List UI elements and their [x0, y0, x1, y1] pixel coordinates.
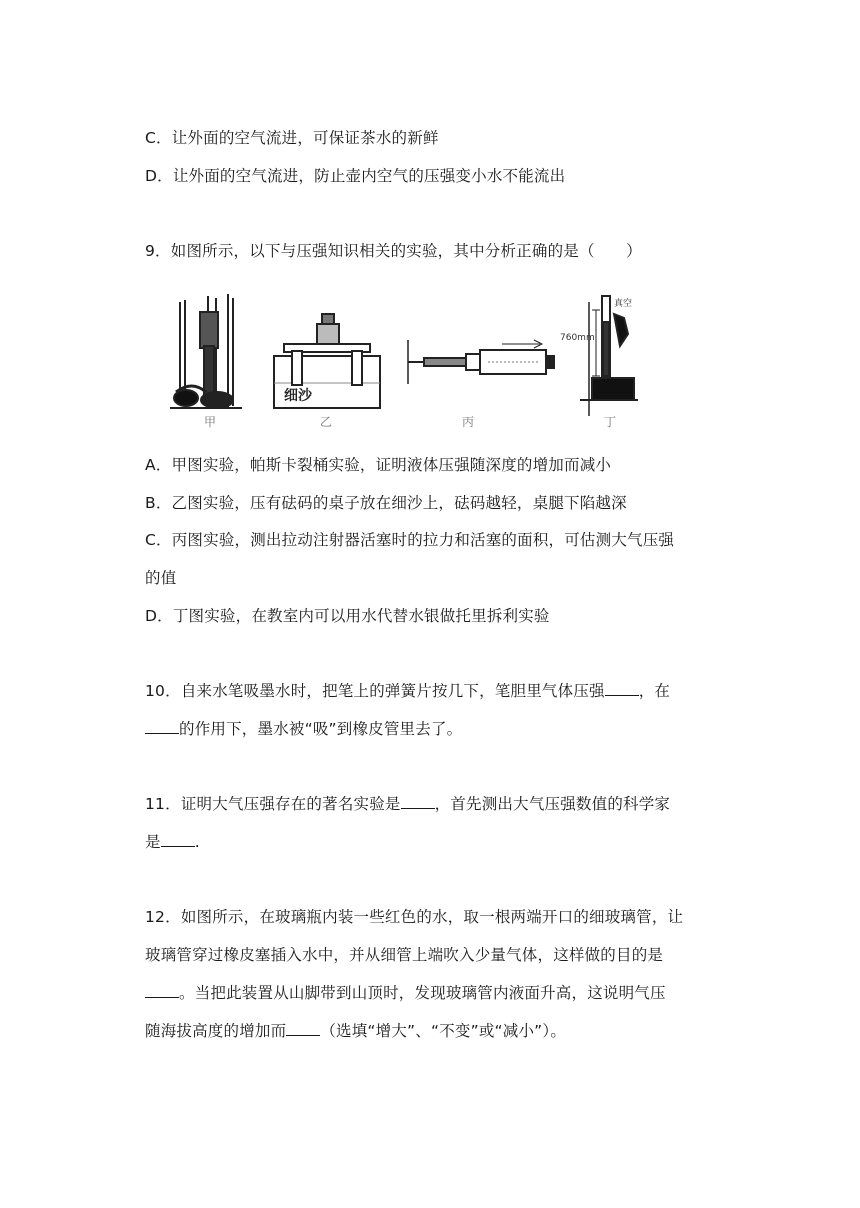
q9-stem: 9．如图所示，以下与压强知识相关的实验，其中分析正确的是（ ）: [145, 242, 642, 260]
q9-option-c-line1: C．丙图实验，测出拉动注射器活塞时的拉力和活塞的面积，可估测大气压强: [145, 531, 675, 549]
q9-figure-svg: [162, 288, 662, 428]
caption-yi: 乙: [320, 415, 333, 428]
label-vacuum: 真空: [614, 299, 633, 309]
q12-blank-1[interactable]: [145, 982, 179, 999]
figure-bing-syringe: [408, 340, 554, 384]
q10-blank-2[interactable]: [145, 718, 179, 735]
q11-text-d: .: [194, 833, 200, 851]
q12-line2: 玻璃管穿过橡皮塞插入水中，并从细管上端吹入少量气体，这样做的目的是: [145, 946, 664, 964]
q11-text-a: 11．证明大气压强存在的著名实验是: [145, 795, 401, 813]
q12-text-b: 。当把此装置从山脚带到山顶时，发现玻璃管内液面升高，这说明气压: [179, 984, 666, 1002]
q9-option-d: D．丁图实验，在教室内可以用水代替水银做托里拆利实验: [145, 607, 550, 625]
q9-figure: [162, 288, 662, 428]
q9-option-b: B．乙图实验，压有砝码的桌子放在细沙上，砝码越轻，桌腿下陷越深: [145, 494, 627, 512]
q12-line1: 12．如图所示，在玻璃瓶内装一些红色的水，取一根两端开口的细玻璃管，让: [145, 908, 684, 926]
q9-option-c-line2: 的值: [145, 569, 177, 587]
figure-jia-barrel: [170, 294, 242, 408]
q12-line3: [145, 981, 666, 1003]
caption-jia: 甲: [204, 415, 217, 428]
q11-line2: [145, 830, 200, 852]
prev-option-c: C．让外面的空气流进，可保证茶水的新鲜: [145, 129, 439, 147]
label-760mm: 760mm: [560, 333, 595, 343]
q10-text-c: 的作用下，墨水被“吸”到橡皮管里去了。: [179, 720, 463, 738]
prev-option-d: D．让外面的空气流进，防止壶内空气的压强变小水不能流出: [145, 167, 566, 185]
q10-text-b: ，在: [638, 682, 671, 700]
q10-blank-1[interactable]: [605, 680, 639, 697]
q11-blank-2[interactable]: [161, 831, 195, 848]
q11-line1: [145, 792, 670, 814]
q10-line1: [145, 679, 670, 701]
q11-text-b: ，首先测出大气压强数值的科学家: [434, 795, 671, 813]
q12-blank-2[interactable]: [286, 1020, 320, 1037]
q11-text-c: 是: [145, 833, 161, 851]
figure-ding-torricelli: [580, 296, 638, 416]
q10-line2: [145, 717, 462, 739]
q12-line4: [145, 1019, 566, 1041]
label-fine-sand: 细沙: [284, 388, 312, 404]
q9-option-a: A．甲图实验，帕斯卡裂桶实验，证明液体压强随深度的增加而减小: [145, 456, 612, 474]
caption-bing: 丙: [462, 415, 475, 428]
q12-text-d: （选填“增大”、“不变”或“减小”）。: [320, 1022, 567, 1040]
caption-ding: 丁: [604, 415, 617, 428]
q12-text-c: 随海拔高度的增加而: [145, 1022, 287, 1040]
q10-text-a: 10．自来水笔吸墨水时，把笔上的弹簧片按几下，笔胆里气体压强: [145, 682, 605, 700]
q11-blank-1[interactable]: [401, 793, 435, 810]
